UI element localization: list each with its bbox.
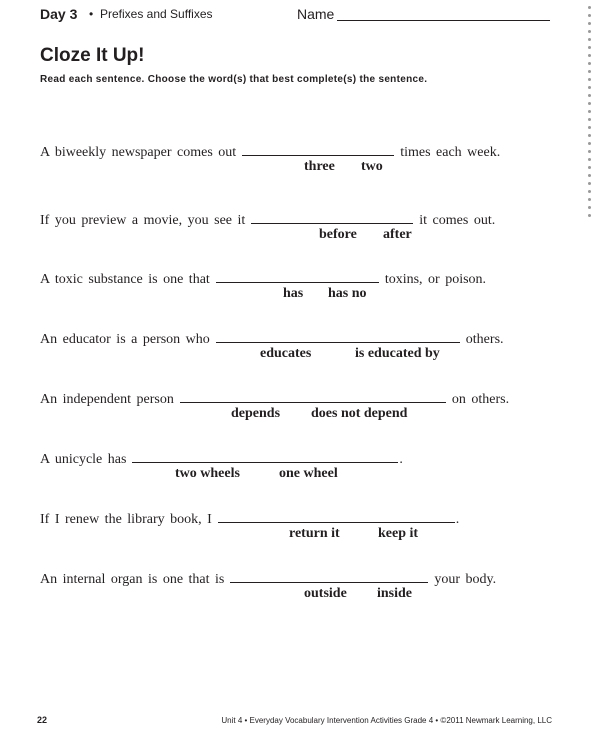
answer-blank[interactable]	[216, 330, 460, 343]
perforation-dot	[588, 190, 591, 193]
sentence-text-before: A toxic substance is one that	[40, 272, 210, 287]
perforation-dot	[588, 110, 591, 113]
answer-blank[interactable]	[180, 390, 446, 403]
perforation-dot	[588, 70, 591, 73]
page-number: 22	[37, 715, 48, 725]
choice-option[interactable]: two wheels	[175, 466, 240, 481]
choice-option[interactable]: after	[383, 227, 412, 242]
choice-option[interactable]: keep it	[378, 526, 419, 541]
sentence-text-after: times each week.	[400, 145, 501, 160]
perforation-dot	[588, 150, 591, 153]
choice-option[interactable]: return it	[289, 526, 340, 541]
perforation-dot	[588, 166, 591, 169]
perforation-dot	[588, 158, 591, 161]
answer-blank[interactable]	[230, 570, 428, 583]
sentence-text-before: A biweekly newspaper comes out	[40, 145, 237, 160]
choice-option[interactable]: inside	[377, 586, 413, 601]
perforation-dot	[588, 38, 591, 41]
answer-blank[interactable]	[242, 143, 394, 156]
perforation-dot	[588, 198, 591, 201]
choice-option[interactable]: does not depend	[311, 406, 408, 421]
perforation-dot	[588, 174, 591, 177]
perforation-dot	[588, 206, 591, 209]
choice-option[interactable]: has	[283, 286, 304, 301]
answer-blank[interactable]	[216, 270, 379, 283]
page-title: Cloze It Up!	[40, 45, 145, 66]
choice-option[interactable]: two	[361, 159, 383, 174]
sentence-text-after: others.	[465, 332, 504, 347]
sentence-text-before: A unicycle has	[40, 452, 127, 467]
sentence-text-before: An internal organ is one that is	[40, 572, 225, 587]
sentence-text-after: it comes out.	[419, 213, 496, 228]
topic-label: Prefixes and Suffixes	[100, 7, 213, 21]
name-label: Name	[297, 6, 335, 22]
sentence-text-before: An independent person	[40, 392, 174, 407]
perforation-dot	[588, 46, 591, 49]
sentence-text-after: .	[399, 452, 403, 467]
perforation-dot	[588, 118, 591, 121]
perforation-dot	[588, 6, 591, 9]
choice-option[interactable]: one wheel	[279, 466, 338, 481]
perforation-dot	[588, 134, 591, 137]
perforation-dot	[588, 62, 591, 65]
sentence-text-after: .	[455, 512, 460, 527]
perforation-dot	[588, 102, 591, 105]
sentence-text-after: on others.	[451, 392, 510, 407]
choice-option[interactable]: educates	[260, 346, 312, 361]
perforation-dot	[588, 78, 591, 81]
name-field[interactable]	[337, 20, 550, 21]
perforation-dot	[588, 126, 591, 129]
sentence-text-before: If you preview a movie, you see it	[40, 213, 246, 228]
perforation-dot	[588, 54, 591, 57]
perforation-dots	[580, 0, 600, 733]
choice-option[interactable]: is educated by	[355, 346, 440, 361]
choice-option[interactable]: three	[304, 159, 335, 174]
choice-option[interactable]: depends	[231, 406, 281, 421]
perforation-dot	[588, 22, 591, 25]
perforation-dot	[588, 30, 591, 33]
page-header	[40, 6, 550, 26]
day-label: Day 3	[40, 6, 78, 22]
perforation-dot	[588, 14, 591, 17]
perforation-dot	[588, 86, 591, 89]
choice-option[interactable]: outside	[304, 586, 347, 601]
instructions: Read each sentence. Choose the word(s) that best complete(s) the sentence.	[40, 74, 428, 85]
sentence-text-before: If I renew the library book, I	[40, 512, 212, 527]
answer-blank[interactable]	[218, 510, 455, 523]
perforation-dot	[588, 182, 591, 185]
answer-blank[interactable]	[132, 450, 398, 463]
choice-option[interactable]: before	[319, 227, 357, 242]
perforation-dot	[588, 94, 591, 97]
perforation-dot	[588, 214, 591, 217]
answer-blank[interactable]	[251, 211, 413, 224]
perforation-dot	[588, 142, 591, 145]
choice-option[interactable]: has no	[328, 286, 367, 301]
header-bullet: •	[89, 7, 94, 21]
footer-credit: Unit 4 • Everyday Vocabulary Intervention Activities Grade 4 • ©2011 Newmark Learning, LLC	[221, 716, 552, 725]
sentence-text-after: toxins, or poison.	[384, 272, 487, 287]
sentence-text-before: An educator is a person who	[40, 332, 210, 347]
sentence-text-after: your body.	[434, 572, 497, 587]
